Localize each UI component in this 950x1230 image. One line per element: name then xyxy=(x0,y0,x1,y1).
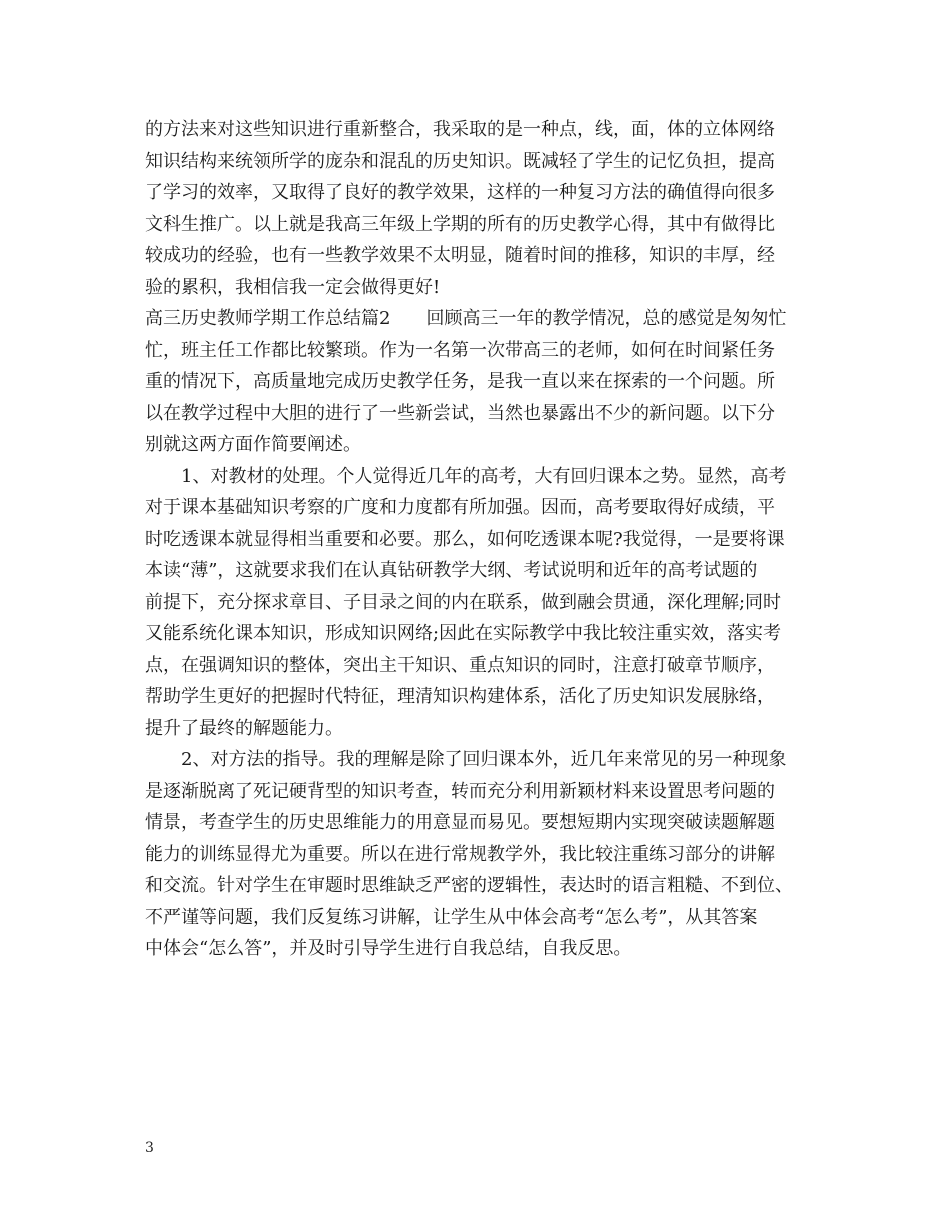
text-line: 帮助学生更好的把握时代特征，理清知识构建体系，活化了历史知识发展脉络， xyxy=(145,686,775,707)
paragraph xyxy=(145,303,810,461)
text-line: 对于课本基础知识考察的广度和力度都有所加强。因而，高考要取得好成绩，平 xyxy=(145,497,775,518)
text-line: 情景，考查学生的历史思维能力的用意显而易见。要想短期内实现突破读题解题 xyxy=(145,812,775,833)
text-line: 别就这两方面作简要阐述。 xyxy=(145,434,361,455)
text-line: 不严谨等问题，我们反复练习讲解，让学生从中体会高考“怎么考”，从其答案 xyxy=(145,906,758,928)
text-line: 点，在强调知识的整体，突出主干知识、重点知识的同时，注意打破章节顺序， xyxy=(145,654,775,676)
text-line: 是逐渐脱离了死记硬背型的知识考查，转而充分利用新颖材料来设置思考问题的 xyxy=(145,780,775,802)
text-line: 前提下，充分探求章目、子目录之间的内在联系，做到融会贯通，深化理解;同时 xyxy=(145,591,782,613)
text-line: 较成功的经验，也有一些教学效果不太明显，随着时间的推移，知识的丰厚，经 xyxy=(145,245,775,266)
text-line: 了学习的效率，又取得了良好的教学效果，这样的一种复习方法的确值得向很多 xyxy=(145,182,775,203)
text-line: 本读“薄”，这就要求我们在认真钻研教学大纲、考试说明和近年的高考试题的 xyxy=(145,560,758,581)
paragraph xyxy=(145,114,810,303)
text-line: 中体会“怎么答”，并及时引导学生进行自我总结，自我反思。 xyxy=(145,938,632,959)
text-line: 高三历史教师学期工作总结篇2 回顾高三一年的教学情况，总的感觉是匆匆忙 xyxy=(145,308,787,329)
text-line: 和交流。针对学生在审题时思维缺乏严密的逻辑性，表达时的语言粗糙、不到位、 xyxy=(145,875,793,896)
text-line: 重的情况下，高质量地完成历史教学任务，是我一直以来在探索的一个问题。所 xyxy=(145,371,775,392)
text-line: 忙，班主任工作都比较繁琐。作为一名第一次带高三的老师，如何在时间紧任务 xyxy=(145,339,775,361)
text-line: 能力的训练显得尤为重要。所以在进行常规教学外，我比较注重练习部分的讲解 xyxy=(145,843,775,865)
document-body xyxy=(145,114,810,965)
text-line: 1、对教材的处理。个人觉得近几年的高考，大有回归课本之势。显然，高考 xyxy=(181,465,787,487)
paragraph xyxy=(145,744,810,965)
text-line: 验的累积，我相信我一定会做得更好! xyxy=(145,276,441,298)
text-line: 提升了最终的解题能力。 xyxy=(145,717,343,739)
text-line: 文科生推广。以上就是我高三年级上学期的所有的历史教学心得，其中有做得比 xyxy=(145,213,775,235)
text-line: 又能系统化课本知识，形成知识网络;因此在实际教学中我比较注重实效，落实考 xyxy=(145,623,782,644)
paragraph xyxy=(145,461,810,745)
text-line: 知识结构来统领所学的庞杂和混乱的历史知识。既减轻了学生的记忆负担，提高 xyxy=(145,150,775,172)
text-line: 以在教学过程中大胆的进行了一些新尝试，当然也暴露出不少的新问题。以下分 xyxy=(145,402,775,424)
text-line: 的方法来对这些知识进行重新整合，我采取的是一种点，线，面，体的立体网络 xyxy=(145,119,775,140)
text-line: 2、对方法的指导。我的理解是除了回归课本外，近几年来常见的另一种现象 xyxy=(181,749,787,770)
text-line: 时吃透课本就显得相当重要和必要。那么，如何吃透课本呢?我觉得，一是要将课 xyxy=(145,528,785,550)
page-number: 3 xyxy=(145,1140,154,1156)
